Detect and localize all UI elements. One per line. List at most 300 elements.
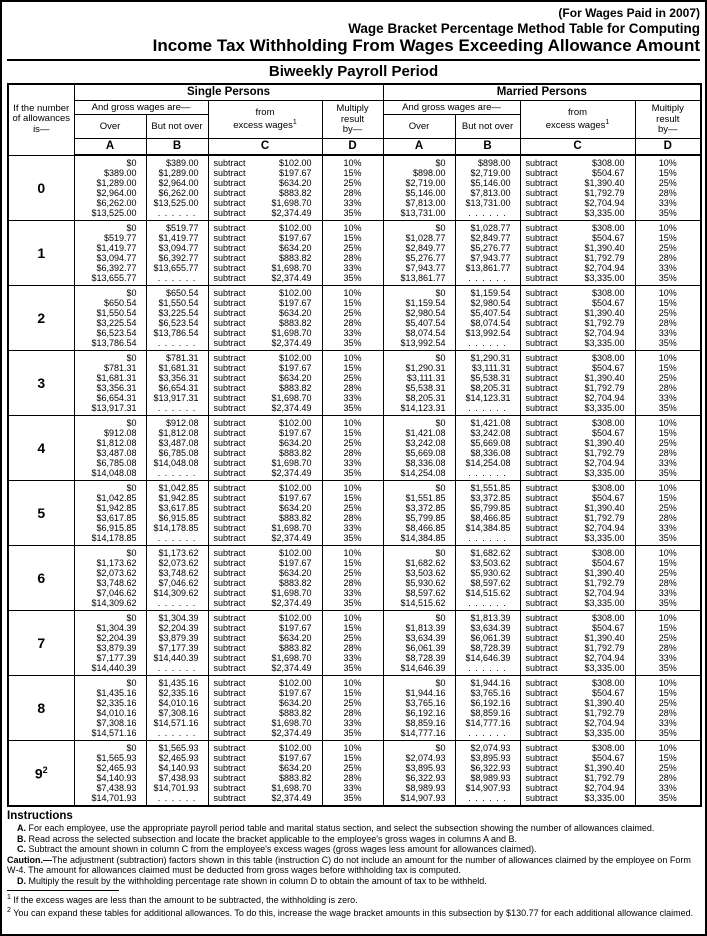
subtract-line [521, 243, 635, 253]
but-not-over-value: $1,944.16 [470, 678, 511, 689]
but-not-over-value: $14,254.08 [465, 458, 511, 469]
column-letter-row [8, 139, 701, 155]
subtract-amount: $2,704.94 [584, 393, 625, 404]
gross-wages-header-married: And gross wages are— [383, 101, 520, 115]
subtract-amount: $2,374.49 [271, 208, 312, 219]
rate-value: 33% [343, 718, 362, 729]
rate-value: 35% [343, 208, 362, 219]
subtract-word: subtract [525, 308, 558, 319]
over-value: $1,550.54 [96, 308, 137, 319]
over-value: $8,989.93 [405, 783, 446, 794]
but-not-over-value: $7,813.00 [470, 188, 511, 199]
subtract-amount: $3,335.00 [584, 468, 625, 479]
but-not-over-value: $14,777.16 [465, 718, 511, 729]
subtract-amount: $504.67 [591, 493, 625, 504]
single-over-column [74, 351, 146, 416]
subtract-amount: $2,704.94 [584, 653, 625, 664]
over-value: $2,465.93 [96, 763, 137, 774]
single-but-not-over-column [146, 741, 208, 807]
over-value: $14,384.85 [400, 533, 446, 544]
subtract-word: subtract [525, 548, 558, 559]
subtract-word: subtract [525, 533, 558, 544]
married-subtract-column [520, 546, 635, 611]
over-value: $14,440.39 [91, 663, 137, 674]
but-not-over-value: $389.00 [165, 158, 199, 169]
rate-value: 25% [658, 373, 677, 384]
subtract-word: subtract [525, 773, 558, 784]
over-value: $2,719.00 [405, 178, 446, 189]
subtract-word: subtract [213, 308, 246, 319]
but-not-over-value: $8,597.62 [470, 578, 511, 589]
but-not-over-value: $13,655.77 [153, 263, 199, 274]
subtract-word: subtract [213, 438, 246, 449]
subtract-line [209, 448, 322, 458]
subtract-amount: $197.67 [278, 688, 312, 699]
column-letter: A [383, 139, 455, 155]
but-not-over-value: $3,748.62 [158, 568, 199, 579]
subtract-line [209, 708, 322, 718]
subtract-word: subtract [525, 328, 558, 339]
subtract-word: subtract [213, 708, 246, 719]
married-over-column [383, 286, 455, 351]
but-not-over-value: $650.54 [165, 288, 199, 299]
column-letter: B [455, 139, 520, 155]
subtract-amount: $634.20 [278, 178, 312, 189]
single-rate-column [322, 155, 383, 221]
over-value: $7,813.00 [405, 198, 446, 209]
ellipsis-dots: . . . . . . [468, 598, 507, 609]
over-value: $5,669.08 [405, 448, 446, 459]
subtract-amount: $1,390.40 [584, 243, 625, 254]
rate-value: 33% [658, 458, 677, 469]
subtract-line [209, 243, 322, 253]
rate-value: 33% [343, 523, 362, 534]
over-value: $13,786.54 [91, 338, 137, 349]
subtract-line [209, 373, 322, 383]
allowance-count: 8 [8, 676, 74, 741]
rate-value: 28% [343, 643, 362, 654]
single-subtract-column [208, 286, 322, 351]
rate-value: 35% [343, 338, 362, 349]
married-but-not-over-column [455, 351, 520, 416]
over-value: $13,917.31 [91, 403, 137, 414]
over-value: $14,254.08 [400, 468, 446, 479]
footnote-divider [7, 890, 119, 891]
over-value: $0 [435, 743, 446, 754]
subtract-word: subtract [525, 753, 558, 764]
subtract-word: subtract [213, 373, 246, 384]
subtract-line [209, 233, 322, 243]
rate-value: 10% [343, 743, 362, 754]
subtract-line [209, 718, 322, 728]
subtract-amount: $2,374.49 [271, 338, 312, 349]
over-value: $2,980.54 [405, 308, 446, 319]
instruction-d: D. Multiply the result by the withholding percentage rate shown in column D to obtain the amount of tax to be withheld. [17, 875, 487, 886]
rate-value: 25% [658, 698, 677, 709]
rate-value: 35% [343, 598, 362, 609]
rate-value: 10% [343, 418, 362, 429]
subtract-word: subtract [525, 728, 558, 739]
subtract-word: subtract [525, 233, 558, 244]
over-value: $5,276.77 [405, 253, 446, 264]
subtract-line [521, 568, 635, 578]
subtract-word: subtract [525, 698, 558, 709]
subtract-amount: $197.67 [278, 753, 312, 764]
but-not-over-value: $1,042.85 [158, 483, 199, 494]
over-value: $7,046.62 [96, 588, 137, 599]
subtract-line [521, 318, 635, 328]
but-not-over-value: $1,419.77 [158, 233, 199, 244]
married-rate-column [635, 286, 701, 351]
rate-value: 33% [343, 458, 362, 469]
subtract-amount: $883.82 [278, 643, 312, 654]
subtract-amount: $308.00 [591, 223, 625, 234]
over-value: $0 [126, 483, 137, 494]
over-value: $14,777.16 [400, 728, 446, 739]
over-value: $3,225.54 [96, 318, 137, 329]
over-value: $8,336.08 [405, 458, 446, 469]
subtract-line [209, 503, 322, 513]
subtract-line [209, 548, 322, 558]
subtract-line [209, 643, 322, 653]
subtract-line [521, 288, 635, 298]
subtract-line [209, 308, 322, 318]
but-not-over-value: $7,308.16 [158, 708, 199, 719]
subtract-line [209, 363, 322, 373]
subtract-amount: $2,374.49 [271, 273, 312, 284]
rate-value: 15% [343, 233, 362, 244]
over-value: $14,571.16 [91, 728, 137, 739]
ellipsis-dots: . . . . . . [157, 598, 197, 609]
subtract-line [209, 418, 322, 428]
subtract-word: subtract [213, 523, 246, 534]
subtract-line [209, 728, 322, 738]
subtract-amount: $308.00 [591, 353, 625, 364]
ellipsis-dots: . . . . . . [157, 728, 197, 739]
single-persons-header: Single Persons [74, 84, 383, 101]
single-but-not-over-column [146, 676, 208, 741]
but-not-over-value: $6,262.00 [158, 188, 199, 199]
but-not-over-value: $6,654.31 [158, 383, 199, 394]
rate-value: 10% [343, 613, 362, 624]
excess-footnote-marker: 1 [292, 118, 297, 126]
single-rate-column [322, 481, 383, 546]
single-subtract-column [208, 546, 322, 611]
rate-value: 35% [343, 663, 362, 674]
subtract-line [521, 633, 635, 643]
subtract-word: subtract [525, 783, 558, 794]
but-not-over-value: $2,964.00 [158, 178, 199, 189]
subtract-amount: $504.67 [591, 168, 625, 179]
subtract-amount: $102.00 [278, 223, 312, 234]
but-not-over-value: $7,046.62 [158, 578, 199, 589]
but-not-over-value: $14,384.85 [465, 523, 511, 534]
subtract-amount: $504.67 [591, 753, 625, 764]
subtract-line [209, 753, 322, 763]
married-over-column [383, 676, 455, 741]
subtract-line [209, 483, 322, 493]
allowance-section [8, 741, 701, 807]
over-column-header-single: Over [74, 115, 146, 139]
rate-value: 28% [658, 708, 677, 719]
subtract-line [521, 513, 635, 523]
subtract-line [209, 568, 322, 578]
rate-value: 15% [343, 428, 362, 439]
subtract-amount: $1,390.40 [584, 698, 625, 709]
subtract-word: subtract [213, 253, 246, 264]
rate-value: 28% [658, 188, 677, 199]
over-value: $0 [435, 158, 446, 169]
over-value: $1,159.54 [405, 298, 446, 309]
rate-value: 15% [658, 493, 677, 504]
over-value: $0 [126, 223, 137, 234]
subtract-line [209, 678, 322, 688]
but-not-over-value: $3,225.54 [158, 308, 199, 319]
over-value: $0 [126, 678, 137, 689]
subtract-amount: $1,698.70 [271, 263, 312, 274]
rate-value: 33% [343, 393, 362, 404]
over-value: $1,944.16 [405, 688, 446, 699]
subtract-line [521, 678, 635, 688]
over-value: $7,177.39 [96, 653, 137, 664]
over-column-header-married: Over [383, 115, 455, 139]
instruction-b: B. Read across the selected subsection and locate the bracket applicable to the employee's gross wages in columns A and B. [17, 833, 518, 844]
allowance-section [8, 351, 701, 416]
rate-value: 10% [343, 548, 362, 559]
rate-value: 35% [343, 793, 362, 804]
over-value: $0 [126, 353, 137, 364]
subtract-word: subtract [213, 363, 246, 374]
rate-value: 25% [343, 243, 362, 254]
subtract-amount: $197.67 [278, 428, 312, 439]
group-header-row [8, 84, 701, 101]
subtract-word: subtract [525, 578, 558, 589]
subtract-line [209, 263, 322, 273]
subtract-amount: $634.20 [278, 698, 312, 709]
subtract-word: subtract [525, 208, 558, 219]
but-not-over-value: $4,140.93 [158, 763, 199, 774]
subtract-word: subtract [525, 558, 558, 569]
subtract-line [521, 698, 635, 708]
subtract-word: subtract [213, 178, 246, 189]
subtract-word: subtract [525, 373, 558, 384]
allowance-count: 0 [8, 155, 74, 221]
subtract-line [521, 188, 635, 198]
but-not-over-value: $5,538.31 [470, 373, 511, 384]
ellipsis-dots: . . . . . . [468, 338, 507, 349]
allowance-section [8, 221, 701, 286]
but-not-over-value: $7,943.77 [470, 253, 511, 264]
subtract-amount: $634.20 [278, 373, 312, 384]
over-value: $5,538.31 [405, 383, 446, 394]
rate-value: 25% [343, 503, 362, 514]
subtract-amount: $1,698.70 [271, 783, 312, 794]
subtract-amount: $883.82 [278, 318, 312, 329]
but-not-over-value: $7,438.93 [158, 773, 199, 784]
subtract-line [521, 418, 635, 428]
subtract-line [209, 763, 322, 773]
subtract-word: subtract [213, 743, 246, 754]
rate-value: 15% [658, 233, 677, 244]
single-but-not-over-column [146, 155, 208, 221]
subtract-line [209, 743, 322, 753]
rate-value: 15% [658, 623, 677, 634]
single-over-column [74, 221, 146, 286]
subtract-amount: $102.00 [278, 743, 312, 754]
subtract-amount: $504.67 [591, 298, 625, 309]
but-not-over-value: $1,028.77 [470, 223, 511, 234]
subtract-word: subtract [525, 688, 558, 699]
but-not-over-value: $6,915.85 [158, 513, 199, 524]
subtract-word: subtract [525, 598, 558, 609]
subtract-line [209, 158, 322, 168]
over-value: $8,597.62 [405, 588, 446, 599]
rate-value: 28% [658, 773, 677, 784]
rate-value: 28% [658, 643, 677, 654]
married-rate-column [635, 676, 701, 741]
butnot-column-header-single: But not over [146, 115, 208, 139]
over-value: $4,010.16 [96, 708, 137, 719]
subtract-word: subtract [213, 623, 246, 634]
but-not-over-value: $13,917.31 [153, 393, 199, 404]
over-value: $5,799.85 [405, 513, 446, 524]
married-subtract-column [520, 155, 635, 221]
subtract-amount: $1,390.40 [584, 633, 625, 644]
subtract-amount: $883.82 [278, 383, 312, 394]
subtract-line [209, 558, 322, 568]
subtract-amount: $1,792.79 [584, 318, 625, 329]
but-not-over-value: $6,523.54 [158, 318, 199, 329]
subtract-line [521, 223, 635, 233]
subtract-amount: $504.67 [591, 233, 625, 244]
subtract-line [209, 458, 322, 468]
over-value: $3,748.62 [96, 578, 137, 589]
rate-value: 33% [343, 198, 362, 209]
rate-value: 10% [343, 223, 362, 234]
over-value: $519.77 [103, 233, 137, 244]
subtract-word: subtract [213, 688, 246, 699]
subtract-word: subtract [525, 393, 558, 404]
but-not-over-value: $14,440.39 [153, 653, 199, 664]
subtract-amount: $3,335.00 [584, 533, 625, 544]
subtract-line [521, 298, 635, 308]
subtract-word: subtract [213, 428, 246, 439]
rate-value: 35% [658, 403, 677, 414]
rate-value: 28% [658, 513, 677, 524]
allowance-count: 3 [8, 351, 74, 416]
subtract-line [521, 263, 635, 273]
subtract-word: subtract [213, 578, 246, 589]
subtract-word: subtract [525, 338, 558, 349]
rate-value: 25% [658, 568, 677, 579]
subtract-line [521, 198, 635, 208]
subtract-amount: $308.00 [591, 288, 625, 299]
subtract-amount: $883.82 [278, 708, 312, 719]
rate-value: 10% [658, 613, 677, 624]
rate-value: 35% [343, 403, 362, 414]
but-not-over-value: $13,861.77 [465, 263, 511, 274]
rate-value: 10% [658, 418, 677, 429]
over-value: $6,192.16 [405, 708, 446, 719]
subtract-word: subtract [213, 353, 246, 364]
allowance-count: 1 [8, 221, 74, 286]
but-not-over-value: $14,178.85 [153, 523, 199, 534]
married-but-not-over-column [455, 481, 520, 546]
single-over-column [74, 741, 146, 807]
over-value: $14,701.93 [91, 793, 137, 804]
subtract-line [209, 588, 322, 598]
subtract-word: subtract [525, 513, 558, 524]
married-over-column [383, 481, 455, 546]
married-over-column [383, 155, 455, 221]
subtract-word: subtract [525, 263, 558, 274]
but-not-over-value: $1,682.62 [470, 548, 511, 559]
subtract-amount: $102.00 [278, 483, 312, 494]
subtract-line [521, 653, 635, 663]
over-value: $14,048.08 [91, 468, 137, 479]
subtract-line [521, 458, 635, 468]
subtract-line [209, 698, 322, 708]
subtract-word: subtract [525, 363, 558, 374]
ellipsis-dots: . . . . . . [157, 468, 197, 479]
subtract-line [209, 663, 322, 673]
subtract-line [521, 468, 635, 478]
single-rate-column [322, 611, 383, 676]
single-rate-column [322, 546, 383, 611]
subtract-line [209, 598, 322, 608]
rate-value: 15% [658, 363, 677, 374]
over-value: $3,765.16 [405, 698, 446, 709]
subtract-amount: $197.67 [278, 558, 312, 569]
but-not-over-value: $6,061.39 [470, 633, 511, 644]
over-value: $650.54 [103, 298, 137, 309]
subtract-amount: $3,335.00 [584, 273, 625, 284]
married-but-not-over-column [455, 611, 520, 676]
but-not-over-value: $8,205.31 [470, 383, 511, 394]
over-value: $2,204.39 [96, 633, 137, 644]
single-but-not-over-column [146, 416, 208, 481]
instruction-a: A. For each employee, use the appropriate payroll period table and marital status section, and select the subsection showing the number of allowances claimed. [17, 823, 655, 834]
subtract-line [209, 383, 322, 393]
subtract-amount: $2,374.49 [271, 533, 312, 544]
over-value: $8,728.39 [405, 653, 446, 664]
single-over-column [74, 416, 146, 481]
but-not-over-value: $2,335.16 [158, 688, 199, 699]
rate-value: 35% [658, 663, 677, 674]
rate-value: 15% [343, 558, 362, 569]
rate-value: 33% [343, 328, 362, 339]
subtract-word: subtract [213, 198, 246, 209]
single-but-not-over-column [146, 546, 208, 611]
subtract-amount: $308.00 [591, 483, 625, 494]
subtract-line [521, 483, 635, 493]
subtract-amount: $197.67 [278, 298, 312, 309]
subtract-line [209, 623, 322, 633]
rate-value: 28% [658, 318, 677, 329]
allowance-section [8, 155, 701, 221]
rate-value: 10% [658, 743, 677, 754]
subtract-word: subtract [213, 233, 246, 244]
subtract-word: subtract [213, 773, 246, 784]
subtract-word: subtract [525, 273, 558, 284]
subtract-amount: $1,390.40 [584, 438, 625, 449]
rate-value: 35% [343, 533, 362, 544]
over-value: $14,515.62 [400, 598, 446, 609]
subtract-amount: $308.00 [591, 418, 625, 429]
married-rate-column [635, 155, 701, 221]
over-value: $13,525.00 [91, 208, 137, 219]
but-not-over-value: $2,849.77 [470, 233, 511, 244]
